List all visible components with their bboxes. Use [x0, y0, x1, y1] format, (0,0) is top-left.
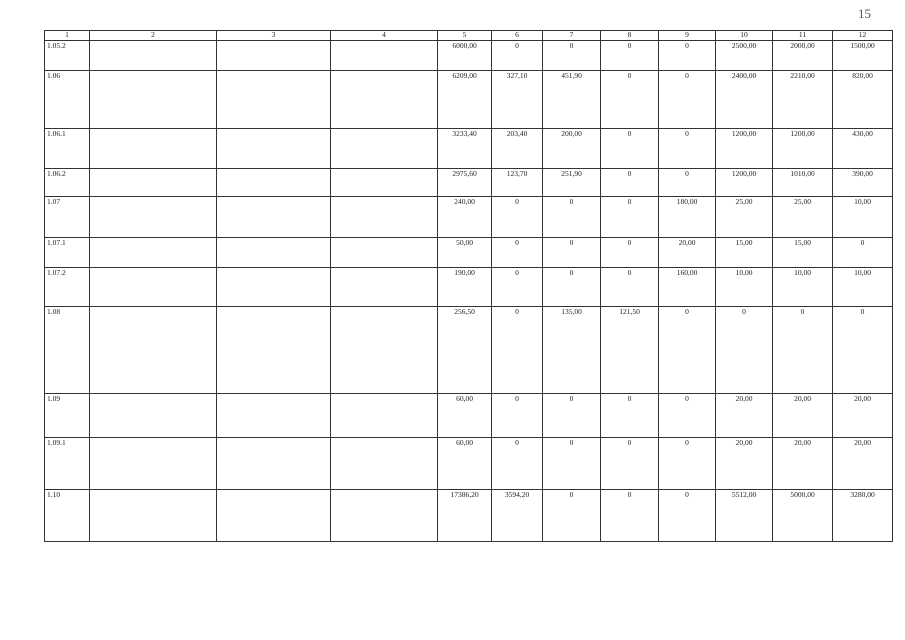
row-code: 1.09.1: [45, 437, 90, 489]
row-value: 0: [601, 40, 659, 70]
row-value: 0: [716, 306, 773, 393]
table-row: [45, 437, 893, 489]
row-code: 1.08: [45, 306, 90, 393]
row-code: 1.09: [45, 393, 90, 437]
row-value: 0: [601, 393, 659, 437]
row-value: 2210,00: [773, 70, 833, 128]
row-budget-source: [331, 128, 438, 168]
row-value: 0: [601, 70, 659, 128]
row-code: 1.06.2: [45, 168, 90, 196]
row-value: 0: [492, 237, 543, 267]
table-row: [45, 393, 893, 437]
table-row: [45, 128, 893, 168]
row-value: 0: [659, 168, 716, 196]
row-value: 256,50: [438, 306, 492, 393]
row-code: 1.07: [45, 196, 90, 237]
row-value: 10,00: [833, 196, 893, 237]
row-description: [90, 168, 217, 196]
row-value: 1010,00: [773, 168, 833, 196]
row-value: 20,00: [716, 437, 773, 489]
row-budget-source: [331, 306, 438, 393]
header-cell: 8: [601, 31, 659, 41]
table-row: [45, 267, 893, 306]
row-value: 0: [833, 237, 893, 267]
row-ministry: [217, 70, 331, 128]
row-value: 135,00: [543, 306, 601, 393]
row-description: [90, 237, 217, 267]
row-value: 0: [659, 489, 716, 541]
row-value: 0: [601, 168, 659, 196]
row-value: 1200,00: [716, 128, 773, 168]
row-value: 60,00: [438, 437, 492, 489]
row-description: [90, 267, 217, 306]
row-value: 20,00: [716, 393, 773, 437]
row-value: 0: [601, 437, 659, 489]
row-ministry: [217, 393, 331, 437]
page-number: 15: [858, 6, 871, 21]
row-value: 240,00: [438, 196, 492, 237]
row-budget-source: [331, 196, 438, 237]
row-budget-source: [331, 393, 438, 437]
header-cell: 10: [716, 31, 773, 41]
row-ministry: [217, 196, 331, 237]
row-value: 0: [543, 267, 601, 306]
row-value: 2400,00: [716, 70, 773, 128]
row-value: 0: [773, 306, 833, 393]
row-code: 1.07.1: [45, 237, 90, 267]
row-value: 50,00: [438, 237, 492, 267]
row-value: 0: [492, 437, 543, 489]
row-ministry: [217, 168, 331, 196]
row-value: 3233,40: [438, 128, 492, 168]
table-row: [45, 168, 893, 196]
header-cell: 11: [773, 31, 833, 41]
row-value: 25,00: [773, 196, 833, 237]
header-cell: 3: [217, 31, 331, 41]
row-value: 5512,00: [716, 489, 773, 541]
row-budget-source: [331, 40, 438, 70]
row-value: 15,00: [773, 237, 833, 267]
program-measures-table: [44, 30, 893, 542]
header-cell: 1: [45, 31, 90, 41]
row-value: 327,10: [492, 70, 543, 128]
row-value: 0: [543, 393, 601, 437]
row-budget-source: [331, 237, 438, 267]
row-ministry: [217, 306, 331, 393]
row-value: 3280,00: [833, 489, 893, 541]
row-description: [90, 489, 217, 541]
row-value: 1200,00: [716, 168, 773, 196]
row-value: 20,00: [833, 437, 893, 489]
row-value: 20,00: [659, 237, 716, 267]
row-ministry: [217, 437, 331, 489]
header-cell: 12: [833, 31, 893, 41]
row-value: 0: [543, 237, 601, 267]
row-description: [90, 437, 217, 489]
row-value: 17386,20: [438, 489, 492, 541]
table-row: [45, 40, 893, 70]
row-value: 0: [601, 489, 659, 541]
table-row: [45, 237, 893, 267]
row-value: 160,00: [659, 267, 716, 306]
row-code: 1.06.1: [45, 128, 90, 168]
row-value: 2975,60: [438, 168, 492, 196]
row-value: 10,00: [833, 267, 893, 306]
row-ministry: [217, 40, 331, 70]
row-value: 0: [543, 196, 601, 237]
row-value: 1200,00: [773, 128, 833, 168]
row-budget-source: [331, 489, 438, 541]
row-value: 0: [659, 437, 716, 489]
row-budget-source: [331, 168, 438, 196]
row-value: 451,90: [543, 70, 601, 128]
row-value: 5000,00: [773, 489, 833, 541]
row-budget-source: [331, 437, 438, 489]
row-value: 1500,00: [833, 40, 893, 70]
table-row: [45, 489, 893, 541]
row-value: 0: [601, 267, 659, 306]
row-value: 3594,20: [492, 489, 543, 541]
row-value: 0: [492, 306, 543, 393]
row-value: 390,00: [833, 168, 893, 196]
row-value: 0: [601, 128, 659, 168]
row-value: 180,00: [659, 196, 716, 237]
row-value: 6000,00: [438, 40, 492, 70]
row-value: 121,50: [601, 306, 659, 393]
row-value: 0: [659, 128, 716, 168]
table-row: [45, 196, 893, 237]
row-value: 200,00: [543, 128, 601, 168]
row-value: 25,00: [716, 196, 773, 237]
header-cell: 5: [438, 31, 492, 41]
row-description: [90, 128, 217, 168]
header-cell: 4: [331, 31, 438, 41]
row-value: 20,00: [773, 393, 833, 437]
row-code: 1.07.2: [45, 267, 90, 306]
row-code: 1.10: [45, 489, 90, 541]
row-value: 0: [492, 196, 543, 237]
row-budget-source: [331, 267, 438, 306]
row-value: 820,00: [833, 70, 893, 128]
row-ministry: [217, 267, 331, 306]
row-description: [90, 40, 217, 70]
header-cell: 9: [659, 31, 716, 41]
row-value: 0: [492, 393, 543, 437]
row-value: 0: [492, 267, 543, 306]
row-value: 0: [659, 393, 716, 437]
row-value: 60,00: [438, 393, 492, 437]
row-value: 0: [601, 237, 659, 267]
row-value: 10,00: [773, 267, 833, 306]
row-value: 0: [659, 306, 716, 393]
row-value: 2500,00: [716, 40, 773, 70]
table-body: [45, 40, 893, 541]
row-value: 2000,00: [773, 40, 833, 70]
row-value: 251,90: [543, 168, 601, 196]
row-value: 430,00: [833, 128, 893, 168]
row-value: 0: [492, 40, 543, 70]
row-value: 0: [543, 40, 601, 70]
row-value: 0: [601, 196, 659, 237]
row-description: [90, 196, 217, 237]
row-code: 1.05.2: [45, 40, 90, 70]
header-cell: 7: [543, 31, 601, 41]
row-value: 123,70: [492, 168, 543, 196]
row-ministry: [217, 237, 331, 267]
row-ministry: [217, 128, 331, 168]
row-ministry: [217, 489, 331, 541]
row-value: 15,00: [716, 237, 773, 267]
header-cell: 6: [492, 31, 543, 41]
row-value: 203,40: [492, 128, 543, 168]
row-value: 0: [659, 70, 716, 128]
table-row: [45, 70, 893, 128]
table-row: [45, 306, 893, 393]
row-value: 0: [543, 489, 601, 541]
row-value: 0: [543, 437, 601, 489]
row-budget-source: [331, 70, 438, 128]
row-value: 20,00: [833, 393, 893, 437]
column-number-row: [45, 31, 893, 41]
row-description: [90, 306, 217, 393]
header-cell: 2: [90, 31, 217, 41]
row-value: 0: [659, 40, 716, 70]
row-value: 0: [833, 306, 893, 393]
row-value: 10,00: [716, 267, 773, 306]
row-description: [90, 70, 217, 128]
row-description: [90, 393, 217, 437]
row-value: 20,00: [773, 437, 833, 489]
row-value: 190,00: [438, 267, 492, 306]
row-code: 1.06: [45, 70, 90, 128]
row-value: 6209,00: [438, 70, 492, 128]
